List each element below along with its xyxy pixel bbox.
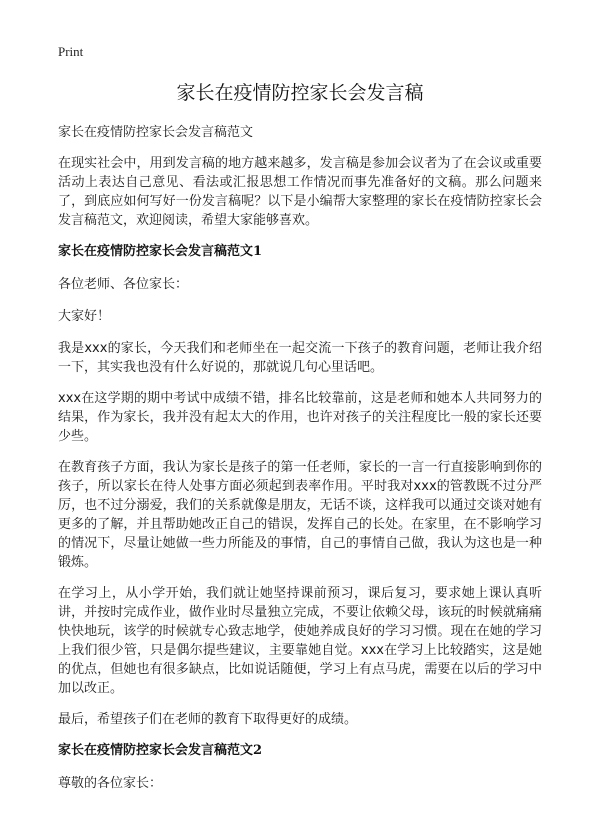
section2-salutation: 尊敬的各位家长： bbox=[58, 776, 163, 791]
section1-paragraph: 最后，希望孩子们在老师的教育下取得更好的成绩。 bbox=[58, 712, 358, 727]
document-subtitle: 家长在疫情防控家长会发言稿范文 bbox=[58, 125, 254, 140]
print-label[interactable]: Print bbox=[58, 44, 84, 59]
section1-paragraph: 在教育孩子方面，我认为家长是孩子的第一任老师，家长的一言一行直接影响到你的孩子，所以家长在待人处事方面必须起到表率作用。平时我对xxx的管教既不过分严厉，也不过分溺爱，我们的关系就像是朋友，无话不谈，这样我可以通过交谈对她有更多的了解，并且帮助她改正自己的错误，发挥自己的长处。在家里，在不影响学习的情况下，尽量让她做一些力所能及的事情，自己的事情自己做，我认为这也是一种锻炼。 bbox=[58, 460, 542, 570]
document-title: 家长在疫情防控家长会发言稿 bbox=[176, 82, 424, 104]
section1-heading: 家长在疫情防控家长会发言稿范文1 bbox=[58, 244, 263, 259]
section2-heading: 家长在疫情防控家长会发言稿范文2 bbox=[58, 743, 263, 758]
section1-paragraph: xxx在这学期的期中考试中成绩不错，排名比较靠前，这是老师和她本人共同努力的结果，作为家长，我并没有起太大的作用，也许对孩子的关注程度比一般的家长还要少些。 bbox=[58, 391, 542, 444]
intro-paragraph: 在现实社会中，用到发言稿的地方越来越多，发言稿是参加会议者为了在会议或重要活动上表达自己意见、看法或汇报思想工作情况而事先准备好的文稿。那么问题来了，到底应如何写好一份发言稿呢？以下是小编帮大家整理的家长在疫情防控家长会发言稿范文，欢迎阅读，希望大家能够喜欢。 bbox=[58, 156, 542, 228]
section1-paragraph: 我是xxx的家长，今天我们和老师坐在一起交流一下孩子的教育问题，老师让我介绍一下，其实我也没有什么好说的，那就说几句心里话吧。 bbox=[58, 341, 542, 375]
section1-paragraph: 在学习上，从小学开始，我们就让她坚持课前预习，课后复习，要求她上课认真听讲，并按时完成作业，做作业时尽量独立完成，不要让依赖父母，该玩的时候就痛痛快快地玩，该学的时候就专心致志地学，使她养成良好的学习习惯。现在在她的学习上我们很少管，只是偶尔提些建议，主要靠她自觉。xxx在学习上比较踏实，这是她的优点，但她也有很多缺点，比如说话随便，学习上有点马虎，需要在以后的学习中加以改正。 bbox=[58, 586, 542, 696]
section1-salutation: 各位老师、各位家长： bbox=[58, 277, 189, 292]
section1-greeting: 大家好！ bbox=[58, 309, 111, 324]
